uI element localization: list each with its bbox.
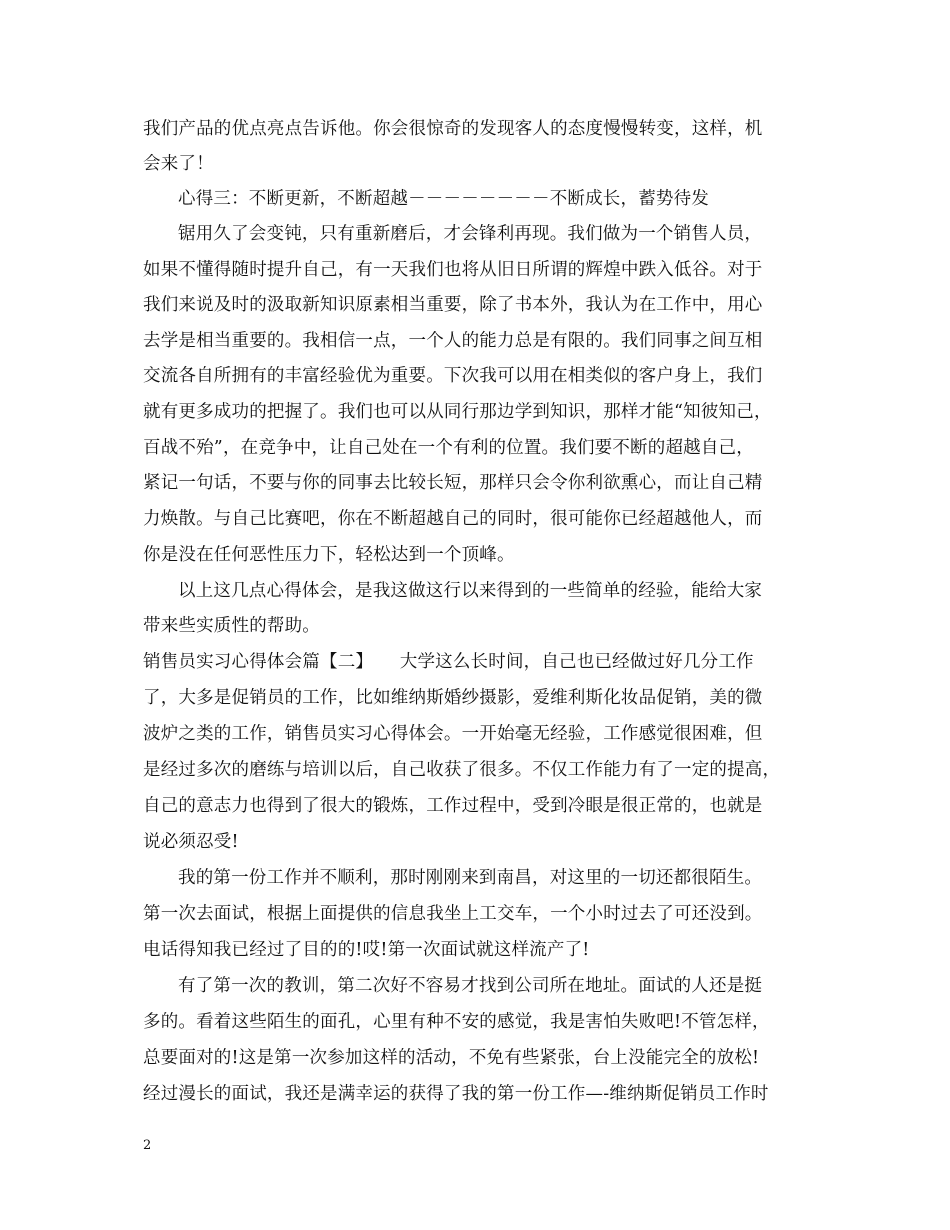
text-line: 锯用久了会变钝，只有重新磨后，才会锋利再现。我们做为一个销售人员， <box>178 224 763 244</box>
text-line: 我们来说及时的汲取新知识原素相当重要，除了书本外，我认为在工作中，用心 <box>143 295 763 315</box>
text-line: 电话得知我已经过了目的的!哎!第一次面试就这样流产了! <box>143 940 590 960</box>
text-line: 总要面对的!这是第一次参加这样的活动，不免有些紧张，台上没能完全的放松! <box>143 1048 760 1068</box>
text-line: 带来些实质性的帮助。 <box>143 616 320 636</box>
section-heading: 心得三：不断更新，不断超越－－－－－－－－不断成长，蓄势待发 <box>178 189 709 209</box>
text-line: 多的。看着这些陌生的面孔，心里有种不安的感觉，我是害怕失败吧!不管怎样， <box>143 1012 770 1032</box>
text-line: 波炉之类的工作，销售员实习心得体会。一开始毫无经验，工作感觉很困难，但 <box>143 724 763 744</box>
text-line: 了，大多是促销员的工作，比如维纳斯婚纱摄影，爱维利斯化妆品促销，美的微 <box>143 688 763 708</box>
section-heading: 销售员实习心得体会篇【二】 大学这么长时间，自己也已经做过好几分工作 <box>143 652 754 672</box>
page-number: 2 <box>143 1138 152 1153</box>
text-line: 自己的意志力也得到了很大的锻炼，工作过程中，受到冷眼是很正常的，也就是 <box>143 796 763 816</box>
text-line: 你是没在任何恶性压力下，轻松达到一个顶峰。 <box>143 545 515 565</box>
text-line: 经过漫长的面试，我还是满幸运的获得了我的第一份工作—-维纳斯促销员工作时 <box>143 1084 769 1104</box>
text-line: 交流各自所拥有的丰富经验优为重要。下次我可以用在相类似的客户身上，我们 <box>143 366 763 386</box>
text-line: 有了第一次的教训，第二次好不容易才找到公司所在地址。面试的人还是挺 <box>178 976 763 996</box>
text-line: 是经过多次的磨练与培训以后，自己收获了很多。不仅工作能力有了一定的提高， <box>143 760 781 780</box>
text-line: 就有更多成功的把握了。我们也可以从同行那边学到知识，那样才能“知彼知己， <box>143 402 772 422</box>
text-line: 力焕散。与自己比赛吧，你在不断超越自己的同时，很可能你已经超越他人，而 <box>143 509 763 529</box>
text-line: 会来了！ <box>143 154 214 174</box>
text-line: 说必须忍受! <box>143 832 239 852</box>
text-line: 第一次去面试，根据上面提供的信息我坐上工交车，一个小时过去了可还没到。 <box>143 904 763 924</box>
text-line: 百战不殆”，在竞争中，让自己处在一个有利的位置。我们要不断的超越自己， <box>143 438 754 458</box>
text-line: 我们产品的优点亮点告诉他。你会很惊奇的发现客人的态度慢慢转变，这样，机 <box>143 119 763 139</box>
text-line: 紧记一句话，不要与你的同事去比较长短，那样只会令你利欲熏心，而让自己精 <box>143 473 763 493</box>
text-line: 去学是相当重要的。我相信一点，一个人的能力总是有限的。我们同事之间互相 <box>143 331 763 351</box>
text-line: 如果不懂得随时提升自己，有一天我们也将从旧日所谓的辉煌中跌入低谷。对于 <box>143 260 763 280</box>
text-line: 以上这几点心得体会，是我这做这行以来得到的一些简单的经验，能给大家 <box>178 581 763 601</box>
text-line: 我的第一份工作并不顺利，那时刚刚来到南昌，对这里的一切还都很陌生。 <box>178 868 763 888</box>
